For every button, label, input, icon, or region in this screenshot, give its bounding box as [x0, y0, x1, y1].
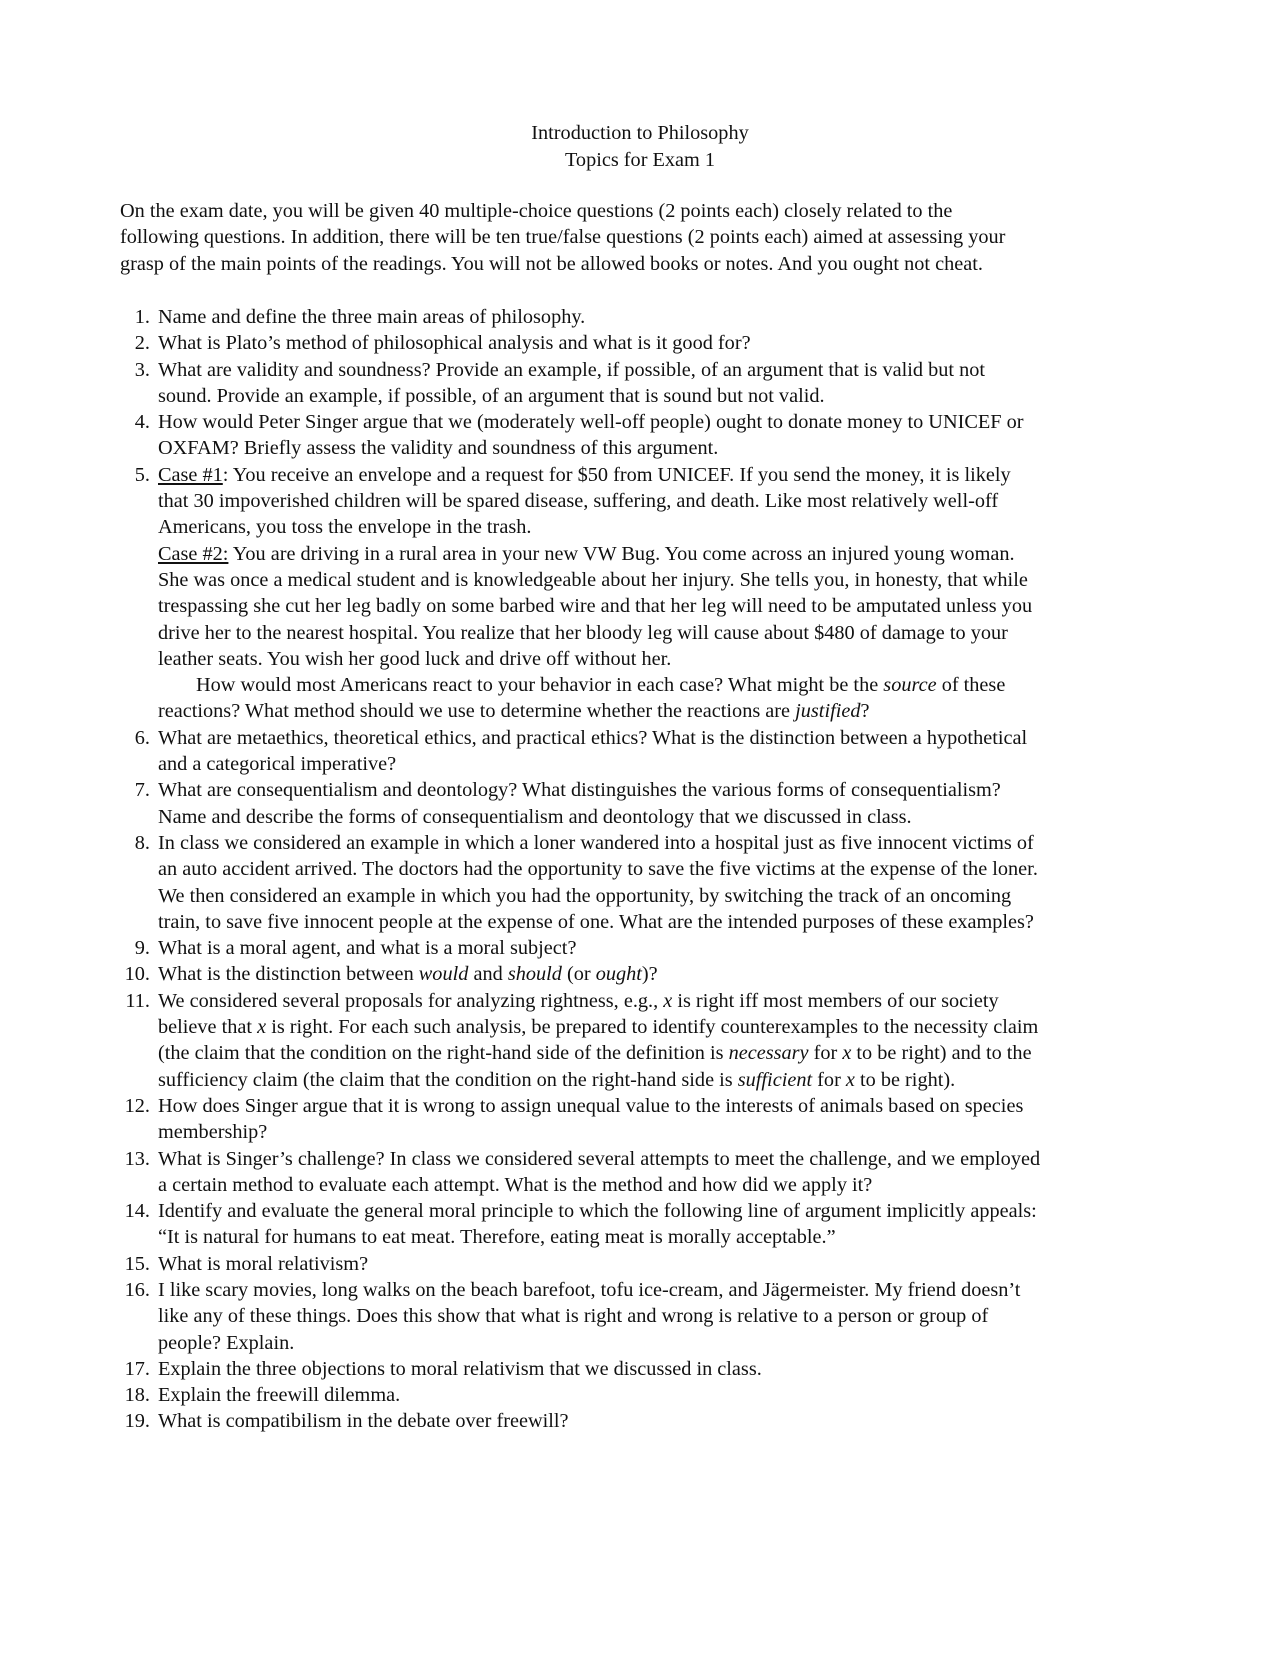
variable-x: x [257, 1016, 267, 1039]
question-text-part: for [812, 1068, 846, 1091]
case-2-label: Case #2: [158, 542, 229, 565]
question-number: 9. [134, 937, 150, 960]
question-item-11 [120, 988, 1180, 1093]
question-text: an auto accident arrived. The doctors had the opportunity to save the five victims at the expense of the loner. [158, 858, 1038, 881]
question-number: 16. [124, 1278, 150, 1301]
question-text [158, 1040, 1180, 1066]
question-text: In class we considered an example in which a loner wandered into a hospital just as five innocent victims of [158, 831, 1034, 854]
question-number: 12. [124, 1094, 150, 1117]
question-item-2 [120, 330, 1180, 356]
question-text: like any of these things. Does this show that what is right and wrong is relative to a person or group of [158, 1305, 989, 1328]
question-text: How would Peter Singer argue that we (moderately well-off people) ought to donate money to UNICEF or [158, 411, 1024, 434]
question-item-7 [120, 777, 1180, 830]
emphasis-source: source [883, 674, 937, 697]
question-text: train, to save five innocent people at the expense of one. What are the intended purposes of these examples? [158, 910, 1034, 933]
question-item-12 [120, 1093, 1180, 1146]
variable-x: x [842, 1042, 852, 1065]
question-text: How does Singer argue that it is wrong to assign unequal value to the interests of animals based on species [158, 1094, 1024, 1117]
question-text [158, 961, 1180, 987]
question-list [120, 304, 1180, 1435]
question-number: 13. [124, 1147, 150, 1170]
case-question-text: How would most Americans react to your behavior in each case? What might be the [196, 674, 884, 697]
question-item-8 [120, 830, 1180, 935]
question-text: What is compatibilism in the debate over freewill? [158, 1410, 569, 1433]
question-text [158, 1067, 1180, 1093]
question-text: Name and define the three main areas of philosophy. [158, 306, 586, 328]
question-number: 6. [134, 726, 150, 749]
question-text: Explain the freewill dilemma. [158, 1384, 401, 1407]
emphasis-justified: justified [795, 700, 861, 723]
question-text: What are metaethics, theoretical ethics, and practical ethics? What is the distinction between a hypothetical [158, 726, 1028, 749]
case-1-first-line [158, 462, 1180, 488]
question-item-4 [120, 409, 1180, 462]
case-1-text: : You receive an envelope and a request for $50 from UNICEF. If you send the money, it is likely [222, 463, 1011, 486]
emphasis-necessary: necessary [728, 1042, 809, 1065]
case-2-text: leather seats. You wish her good luck and drive off without her. [158, 647, 672, 670]
question-number: 11. [125, 989, 150, 1012]
question-number: 17. [124, 1357, 150, 1380]
question-item-10 [120, 961, 1180, 987]
emphasis-should: should [507, 963, 562, 986]
question-text-part: sufficiency claim (the claim that the condition on the right-hand side is [158, 1068, 738, 1091]
question-text-part: and [468, 963, 508, 986]
intro-line: following questions. In addition, there will be ten true/false questions (2 points each) aimed at assessing your [120, 226, 1006, 249]
case-2-text: You are driving in a rural area in your new VW Bug. You come across an injured young woman. [228, 542, 1015, 565]
question-item-19 [120, 1408, 1180, 1434]
case-question-text: of these [936, 674, 1006, 697]
intro-paragraph [120, 198, 1172, 277]
question-number: 4. [134, 411, 150, 434]
question-text: people? Explain. [158, 1331, 295, 1354]
question-text [158, 1014, 1180, 1040]
question-text: I like scary movies, long walks on the beach barefoot, tofu ice-cream, and Jägermeister. My friend doesn’t [158, 1278, 1021, 1301]
document-subtitle: Topics for Exam 1 [564, 148, 716, 171]
question-text-part: What is the distinction between [158, 963, 419, 986]
case-1-text: Americans, you toss the envelope in the trash. [158, 516, 532, 539]
question-item-17 [120, 1356, 1180, 1382]
question-item-16 [120, 1277, 1180, 1356]
question-text-part: We considered several proposals for analyzing rightness, e.g., [158, 989, 664, 1012]
question-text-part: (or [561, 963, 596, 986]
question-text-part: to be right) and to the [851, 1042, 1032, 1065]
question-text: What is Singer’s challenge? In class we considered several attempts to meet the challenge, and we employed [158, 1147, 1041, 1170]
question-item-9 [120, 935, 1180, 961]
question-text [158, 988, 1180, 1014]
question-text: What are validity and soundness? Provide an example, if possible, of an argument that is valid but not [158, 358, 986, 381]
question-text: and a categorical imperative? [158, 753, 397, 776]
question-text: Name and describe the forms of consequentialism and deontology that we discussed in class. [158, 805, 912, 828]
question-item-18 [120, 1382, 1180, 1408]
question-text-part: (the claim that the condition on the right-hand side of the definition is [158, 1042, 729, 1065]
variable-x: x [845, 1068, 855, 1091]
question-text-part: to be right). [854, 1068, 956, 1091]
document-title: Introduction to Philosophy [531, 122, 749, 144]
case-2-text: drive her to the nearest hospital. You realize that her bloody leg will cause about $480 of damage to your [158, 621, 1008, 644]
question-text: Identify and evaluate the general moral principle to which the following line of argument implicitly appeals: [158, 1200, 1037, 1223]
case-question-line [158, 698, 1180, 724]
question-number: 5. [134, 463, 150, 486]
question-item-3 [120, 357, 1180, 410]
question-number: 7. [134, 779, 150, 802]
question-text: OXFAM? Briefly assess the validity and soundness of this argument. [158, 437, 719, 460]
question-text: What is a moral agent, and what is a moral subject? [158, 937, 577, 960]
question-item-6 [120, 725, 1180, 778]
question-text-part: for [808, 1042, 843, 1065]
question-text: What is Plato’s method of philosophical analysis and what is it good for? [158, 332, 751, 355]
case-question-line [158, 672, 1180, 698]
question-number: 2. [134, 332, 150, 355]
question-number: 8. [134, 831, 150, 854]
question-number: 1. [134, 306, 150, 328]
question-text-part: is right. For each such analysis, be prepared to identify counterexamples to the necessity claim [266, 1016, 1039, 1039]
question-text-part: is right iff most members of our society [672, 989, 999, 1012]
case-question-text: ? [860, 700, 870, 723]
intro-line: On the exam date, you will be given 40 multiple-choice questions (2 points each) closely related to the [120, 200, 953, 222]
question-text: a certain method to evaluate each attempt. What is the method and how did we apply it? [158, 1173, 873, 1196]
question-number: 19. [124, 1410, 150, 1433]
question-item-15 [120, 1251, 1180, 1277]
question-number: 15. [124, 1252, 150, 1275]
case-2-text: trespassing she cut her leg badly on some barbed wire and that her leg will need to be amputated unless you [158, 595, 1033, 618]
question-text: We then considered an example in which you had the opportunity, by switching the track of an oncoming [158, 884, 1012, 907]
question-text-part: )? [641, 963, 658, 986]
case-1-text: that 30 impoverished children will be spared disease, suffering, and death. Like most relatively well-off [158, 490, 999, 513]
question-item-1 [120, 304, 1180, 330]
question-text: Explain the three objections to moral relativism that we discussed in class. [158, 1357, 762, 1380]
case-question-text: reactions? What method should we use to determine whether the reactions are [158, 700, 796, 723]
case-1-label: Case #1 [158, 463, 223, 486]
case-2-text: She was once a medical student and is knowledgeable about her injury. She tells you, in honesty, that while [158, 568, 1028, 591]
variable-x: x [663, 989, 673, 1012]
question-item-5 [120, 462, 1180, 725]
question-number: 10. [124, 963, 150, 986]
question-text: “It is natural for humans to eat meat. Therefore, eating meat is morally acceptable.” [158, 1226, 836, 1249]
question-number: 18. [124, 1384, 150, 1407]
document-header [0, 120, 1280, 173]
question-number: 3. [134, 358, 150, 381]
question-text: What are consequentialism and deontology? What distinguishes the various forms of consequentialism? [158, 779, 1001, 802]
intro-line: grasp of the main points of the readings. You will not be allowed books or notes. And you ought not cheat. [120, 252, 983, 275]
question-item-13 [120, 1146, 1180, 1199]
question-text-part: believe that [158, 1016, 258, 1039]
emphasis-would: would [418, 963, 469, 986]
question-text: membership? [158, 1121, 268, 1144]
question-text: sound. Provide an example, if possible, of an argument that is sound but not valid. [158, 384, 825, 407]
emphasis-sufficient: sufficient [737, 1068, 813, 1091]
question-number: 14. [124, 1200, 150, 1223]
question-text: What is moral relativism? [158, 1252, 369, 1275]
emphasis-ought: ought [595, 963, 642, 986]
case-2-first-line [158, 541, 1180, 567]
question-item-14 [120, 1198, 1180, 1251]
